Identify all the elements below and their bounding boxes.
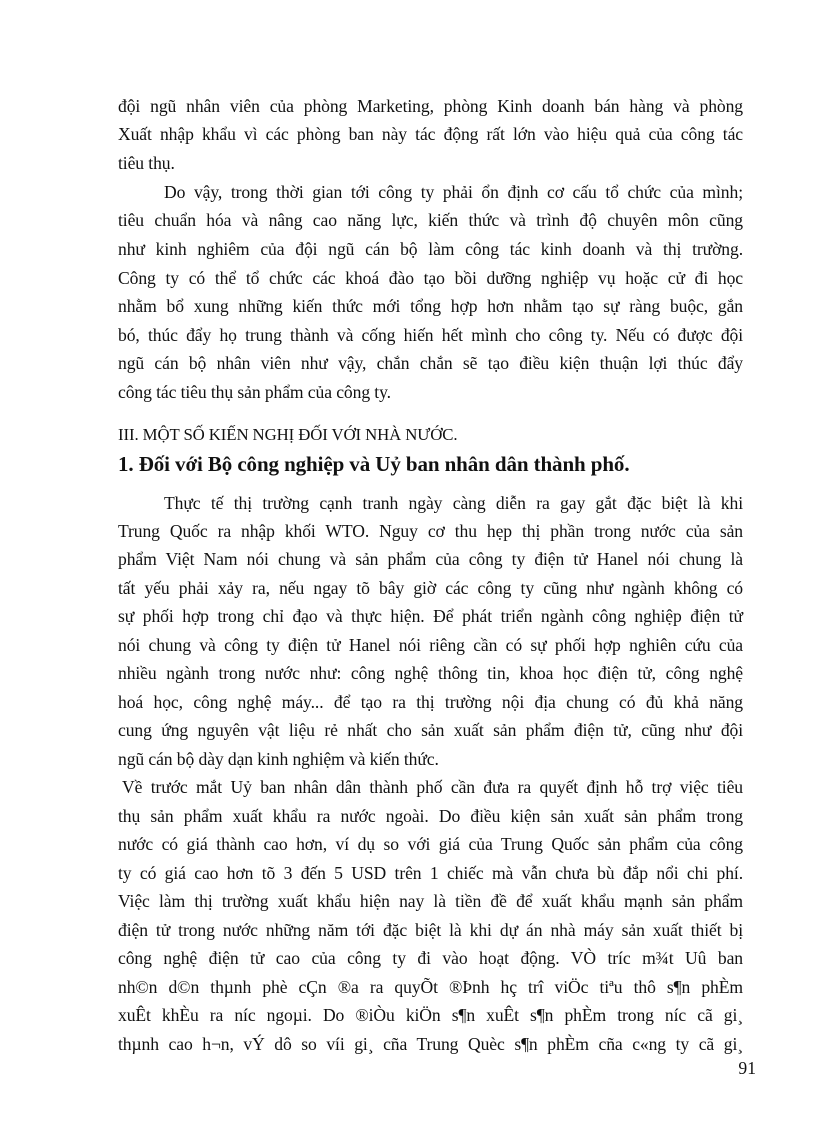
text-line: Việc làm thị trường xuất khẩu hiện nay là tiền đề để xuất khẩu mạnh sản phẩm (118, 891, 743, 911)
text-line: sự phối hợp trong chỉ đạo và thực hiện. Để phát triển ngành công nghiệp điện tử (118, 606, 743, 626)
text-line: tiêu chuẩn hóa và nâng cao năng lực, kiến thức và trình độ chuyên môn cũng (118, 210, 743, 230)
text-line: ty có giá cao hơn tõ 3 đến 5 USD trên 1 chiếc mà vẫn chưa bù đắp nổi chi phí. (118, 863, 743, 883)
text-line: bó, thúc đẩy họ trung thành và cống hiến hết mình cho công ty. Nếu có được đội (118, 325, 743, 345)
text-line: nói chung và công ty điện tử Hanel nói riêng cần có sự phối hợp nghiên cứu của (118, 635, 743, 655)
text-line: như kinh nghiêm của đội ngũ cán bộ làm công tác kinh doanh và thị trường. (118, 239, 743, 259)
text-line: Xuất nhập khẩu vì các phòng ban này tác động rất lớn vào hiệu quả của công tác (118, 124, 743, 144)
text-line: nước có giá thành cao hơn, ví dụ so với giá của Trung Quốc sản phẩm của công (118, 834, 743, 854)
text-line: phẩm Việt Nam nói chung và sản phẩm của công ty điện tử Hanel nói chung là (118, 549, 743, 569)
page-number: 91 (738, 1058, 756, 1078)
text-line: tất yếu phải xảy ra, nếu ngay tõ bây giờ các công ty cũng như ngành không có (118, 578, 743, 598)
text-line: ngũ cán bộ nhân viên như vậy, chắn chắn sẽ tạo điều kiện thuận lợi thúc đẩy (118, 353, 743, 373)
text-line: công tác tiêu thụ sản phẩm của công ty. (118, 382, 391, 402)
text-line: thụ sản phẩm xuất khẩu ra nước ngoài. Do điều kiện sản xuất sản phẩm trong (118, 806, 743, 826)
text-line: ngũ cán bộ dày dạn kinh nghiệm và kiến thức. (118, 749, 439, 769)
section-heading: III. MỘT SỐ KIẾN NGHỊ ĐỐI VỚI NHÀ NƯỚC. (118, 425, 458, 444)
text-line: thµnh cao h¬n, vÝ dô so víi gi¸ cña Trung Quèc s¶n phÈm cña c«ng ty cã gi¸ (118, 1034, 743, 1054)
text-line: công nghệ điện tử cao của công ty đi vào hoạt động. VÒ tríc m¾t Uû ban (118, 948, 743, 968)
text-line: Thực tế thị trường cạnh tranh ngày càng diễn ra gay gắt đặc biệt là khi (164, 493, 743, 513)
text-line: Công ty có thể tổ chức các khoá đào tạo bồi dưỡng nghiệp vụ hoặc cử đi học (118, 268, 743, 288)
text-line: đội ngũ nhân viên của phòng Marketing, phòng Kinh doanh bán hàng và phòng (118, 96, 743, 116)
text-line: xuÊt khÈu ra níc ngoµi. Do ®iÒu kiÖn s¶n xuÊt s¶n phÈm trong níc cã gi¸ (118, 1005, 743, 1025)
text-line: tiêu thụ. (118, 153, 175, 173)
section-heading: 1. Đối với Bộ công nghiệp và Uỷ ban nhân dân thành phố. (118, 452, 630, 476)
text-line: nhằm bổ xung những kiến thức mới tổng hợp hơn nhằm tạo sự ràng buộc, gắn (118, 296, 743, 316)
text-line: hoá học, công nghệ máy... để tạo ra thị trường nội địa chung có đủ khả năng (118, 692, 743, 712)
text-line: Trung Quốc ra nhập khối WTO. Nguy cơ thu hẹp thị phần trong nước của sản (118, 521, 743, 541)
text-line: Do vậy, trong thời gian tới công ty phải ổn định cơ cấu tổ chức của mình; (164, 182, 743, 202)
text-line: điện tử trong nước những năm tới đặc biệt là khi dự án nhà máy sản xuất thiết bị (118, 920, 743, 940)
text-line: nh©n d©n thµnh phè cÇn ®a ra quyÕt ®Þnh hç trî viÖc tiªu thô s¶n phÈm (118, 977, 743, 997)
text-line: Về trước mắt Uỷ ban nhân dân thành phố cần đưa ra quyết định hỗ trợ việc tiêu (122, 777, 743, 797)
text-line: cung ứng nguyên vật liệu rẻ nhất cho sản xuất sản phẩm điện tử, cũng như đội (118, 720, 743, 740)
text-line: nhiều ngành trong nước như: công nghệ thông tin, khoa học điện tử, công nghệ (118, 663, 743, 683)
